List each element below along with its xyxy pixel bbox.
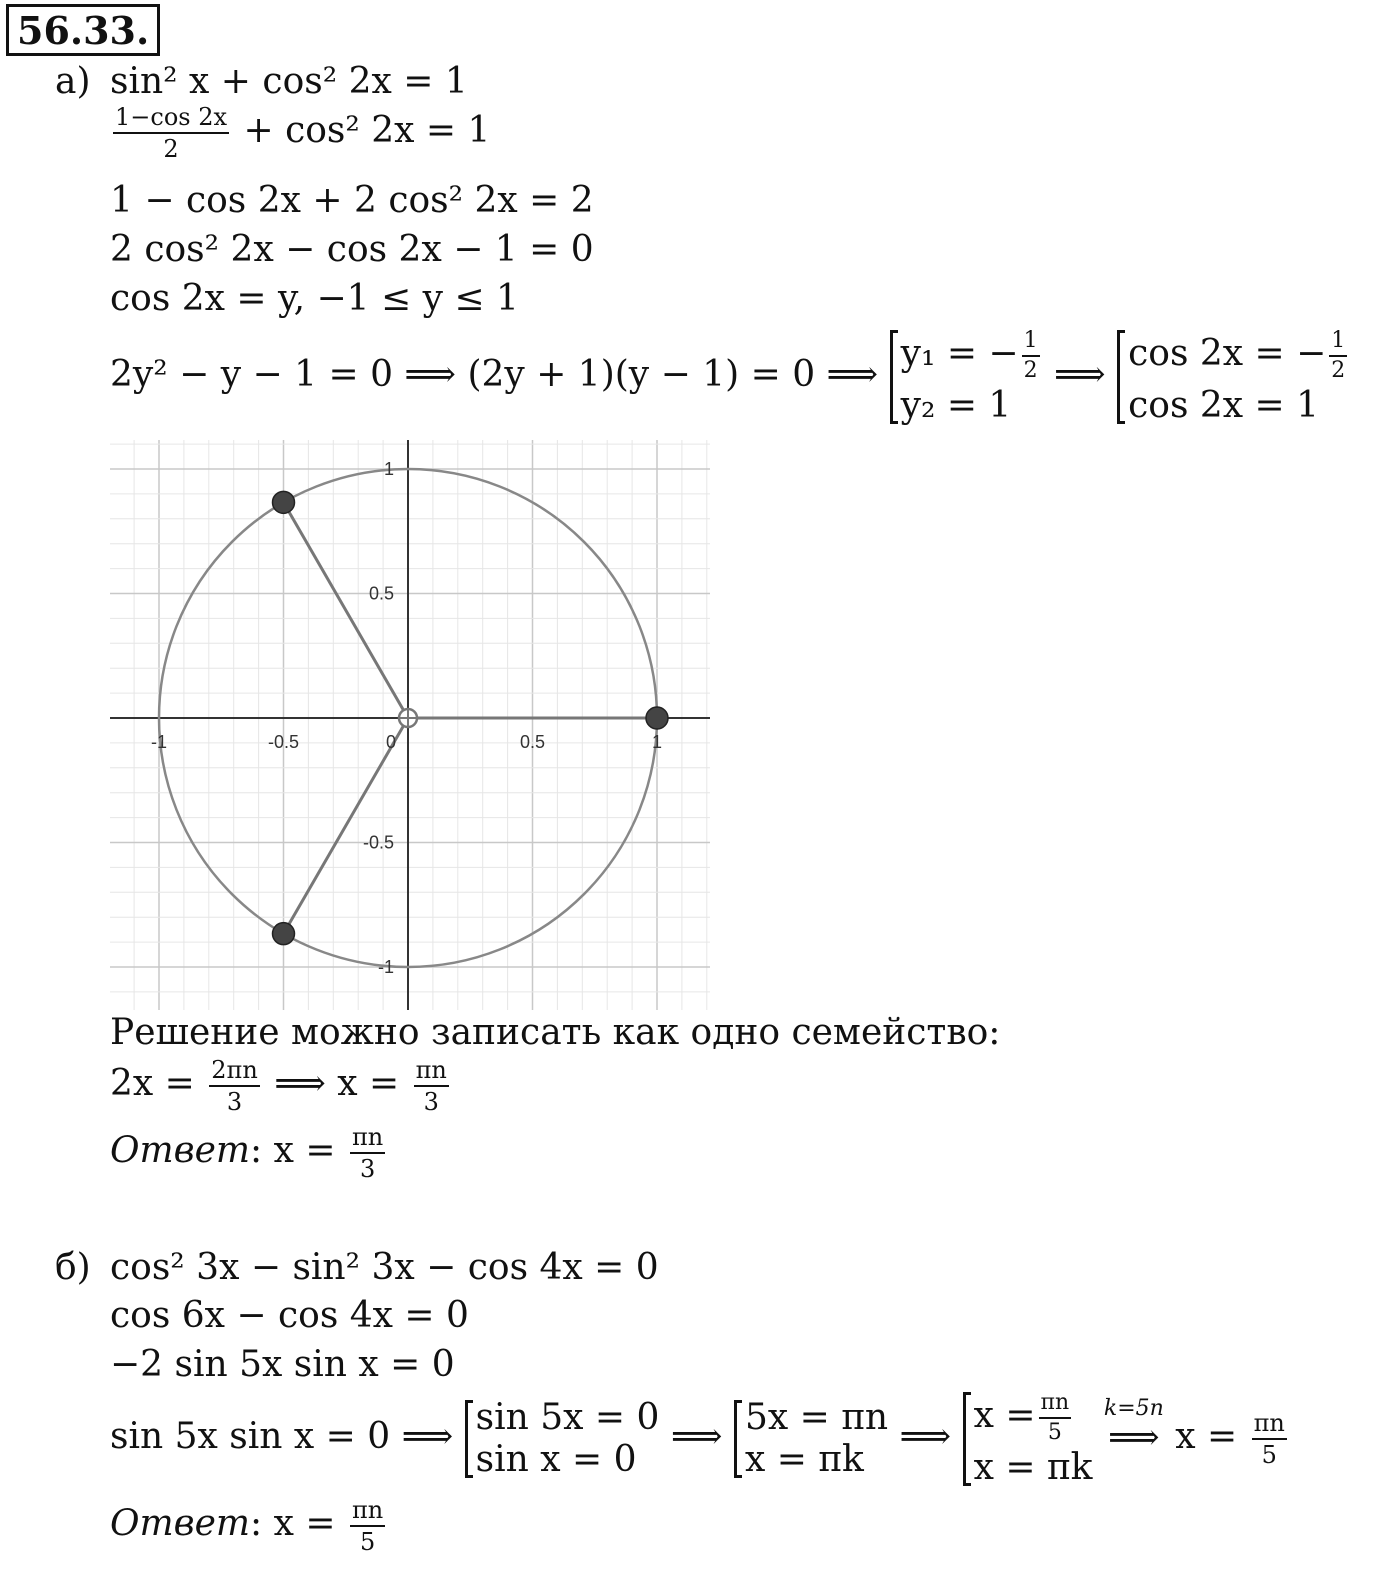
x-tick-label: 0.5 (519, 732, 546, 752)
system-y-values: y₁ = − $\frac{1}{2}$ y₂ = 1 (890, 330, 1043, 424)
part-a-line5: cos 2x = y, −1 ≤ y ≤ 1 (110, 278, 519, 319)
part-b-line4: sin 5x sin x = 0 ⟹ sin 5x = 0 sin x = 0 ⟹ 5x = πn x = πk ⟹ x = $\frac{\pi n}{5}$ x = πk k=5n ⟹ x = $\frac{\pi n}{5}$ (110, 1390, 1285, 1488)
part-a-line6: 2y² − y − 1 = 0 ⟹ (2y + 1)(y − 1) = 0 ⟹ y₁ = − $\frac{1}{2}$ y₂ = 1 ⟹ cos 2x = − $\frac{1}{2}$ cos 2x = 1 (110, 330, 1350, 424)
x-tick-label: 0 (386, 732, 397, 752)
system-cos2x-values: cos 2x = − $\frac{1}{2}$ cos 2x = 1 (1117, 330, 1350, 424)
part-a-answer: Ответ: x = $\frac{\pi n}{3}$ (110, 1123, 384, 1183)
radius-segment (284, 502, 409, 718)
y-tick-label: -0.5 (362, 832, 394, 853)
unit-circle-chart (110, 440, 710, 1010)
part-b-line3: −2 sin 5x sin x = 0 (110, 1344, 455, 1385)
x-tick-label: -0.5 (267, 732, 300, 752)
family-equation: 2x = $\frac{2\pi n}{3}$ ⟹ x = $\frac{\pi n}{3}$ (110, 1056, 447, 1116)
part-a-label: а) (55, 61, 91, 102)
problem-number: 56.33. (6, 4, 160, 56)
fraction-1-cos2x-over-2: $\frac{1-\cos 2x}{2}$ (115, 103, 228, 163)
part-b-line1: cos² 3x − sin² 3x − cos 4x = 0 (110, 1247, 659, 1288)
solution-point (273, 491, 295, 513)
part-b-label: б) (55, 1247, 91, 1288)
part-a-line2: $\frac{1-\cos 2x}{2}$ + cos² 2x = 1 (115, 103, 491, 163)
part-b-answer: Ответ: x = $\frac{\pi n}{5}$ (110, 1496, 384, 1556)
y-tick-label: -1 (377, 957, 394, 977)
part-a-line1: sin² x + cos² 2x = 1 (110, 61, 468, 102)
x-tick-label: -1 (150, 732, 168, 752)
x-tick-label: 1 (651, 732, 663, 752)
system-x-simplified: x = $\frac{\pi n}{5}$ x = πk (963, 1392, 1093, 1486)
system-sin: sin 5x = 0 sin x = 0 (465, 1400, 660, 1478)
y-tick-label: 0.5 (368, 583, 394, 604)
solution-point (646, 707, 668, 729)
solution-point (273, 923, 295, 945)
substitution-arrow: k=5n ⟹ (1103, 1396, 1164, 1458)
solution-text: Решение можно записать как одно семейство: (110, 1012, 1001, 1053)
y-tick-label: 1 (383, 459, 394, 479)
part-a-line4: 2 cos² 2x − cos 2x − 1 = 0 (110, 229, 594, 270)
part-a-line3: 1 − cos 2x + 2 cos² 2x = 2 (110, 180, 594, 221)
system-x-values: 5x = πn x = πk (734, 1400, 888, 1478)
part-b-line2: cos 6x − cos 4x = 0 (110, 1295, 469, 1336)
